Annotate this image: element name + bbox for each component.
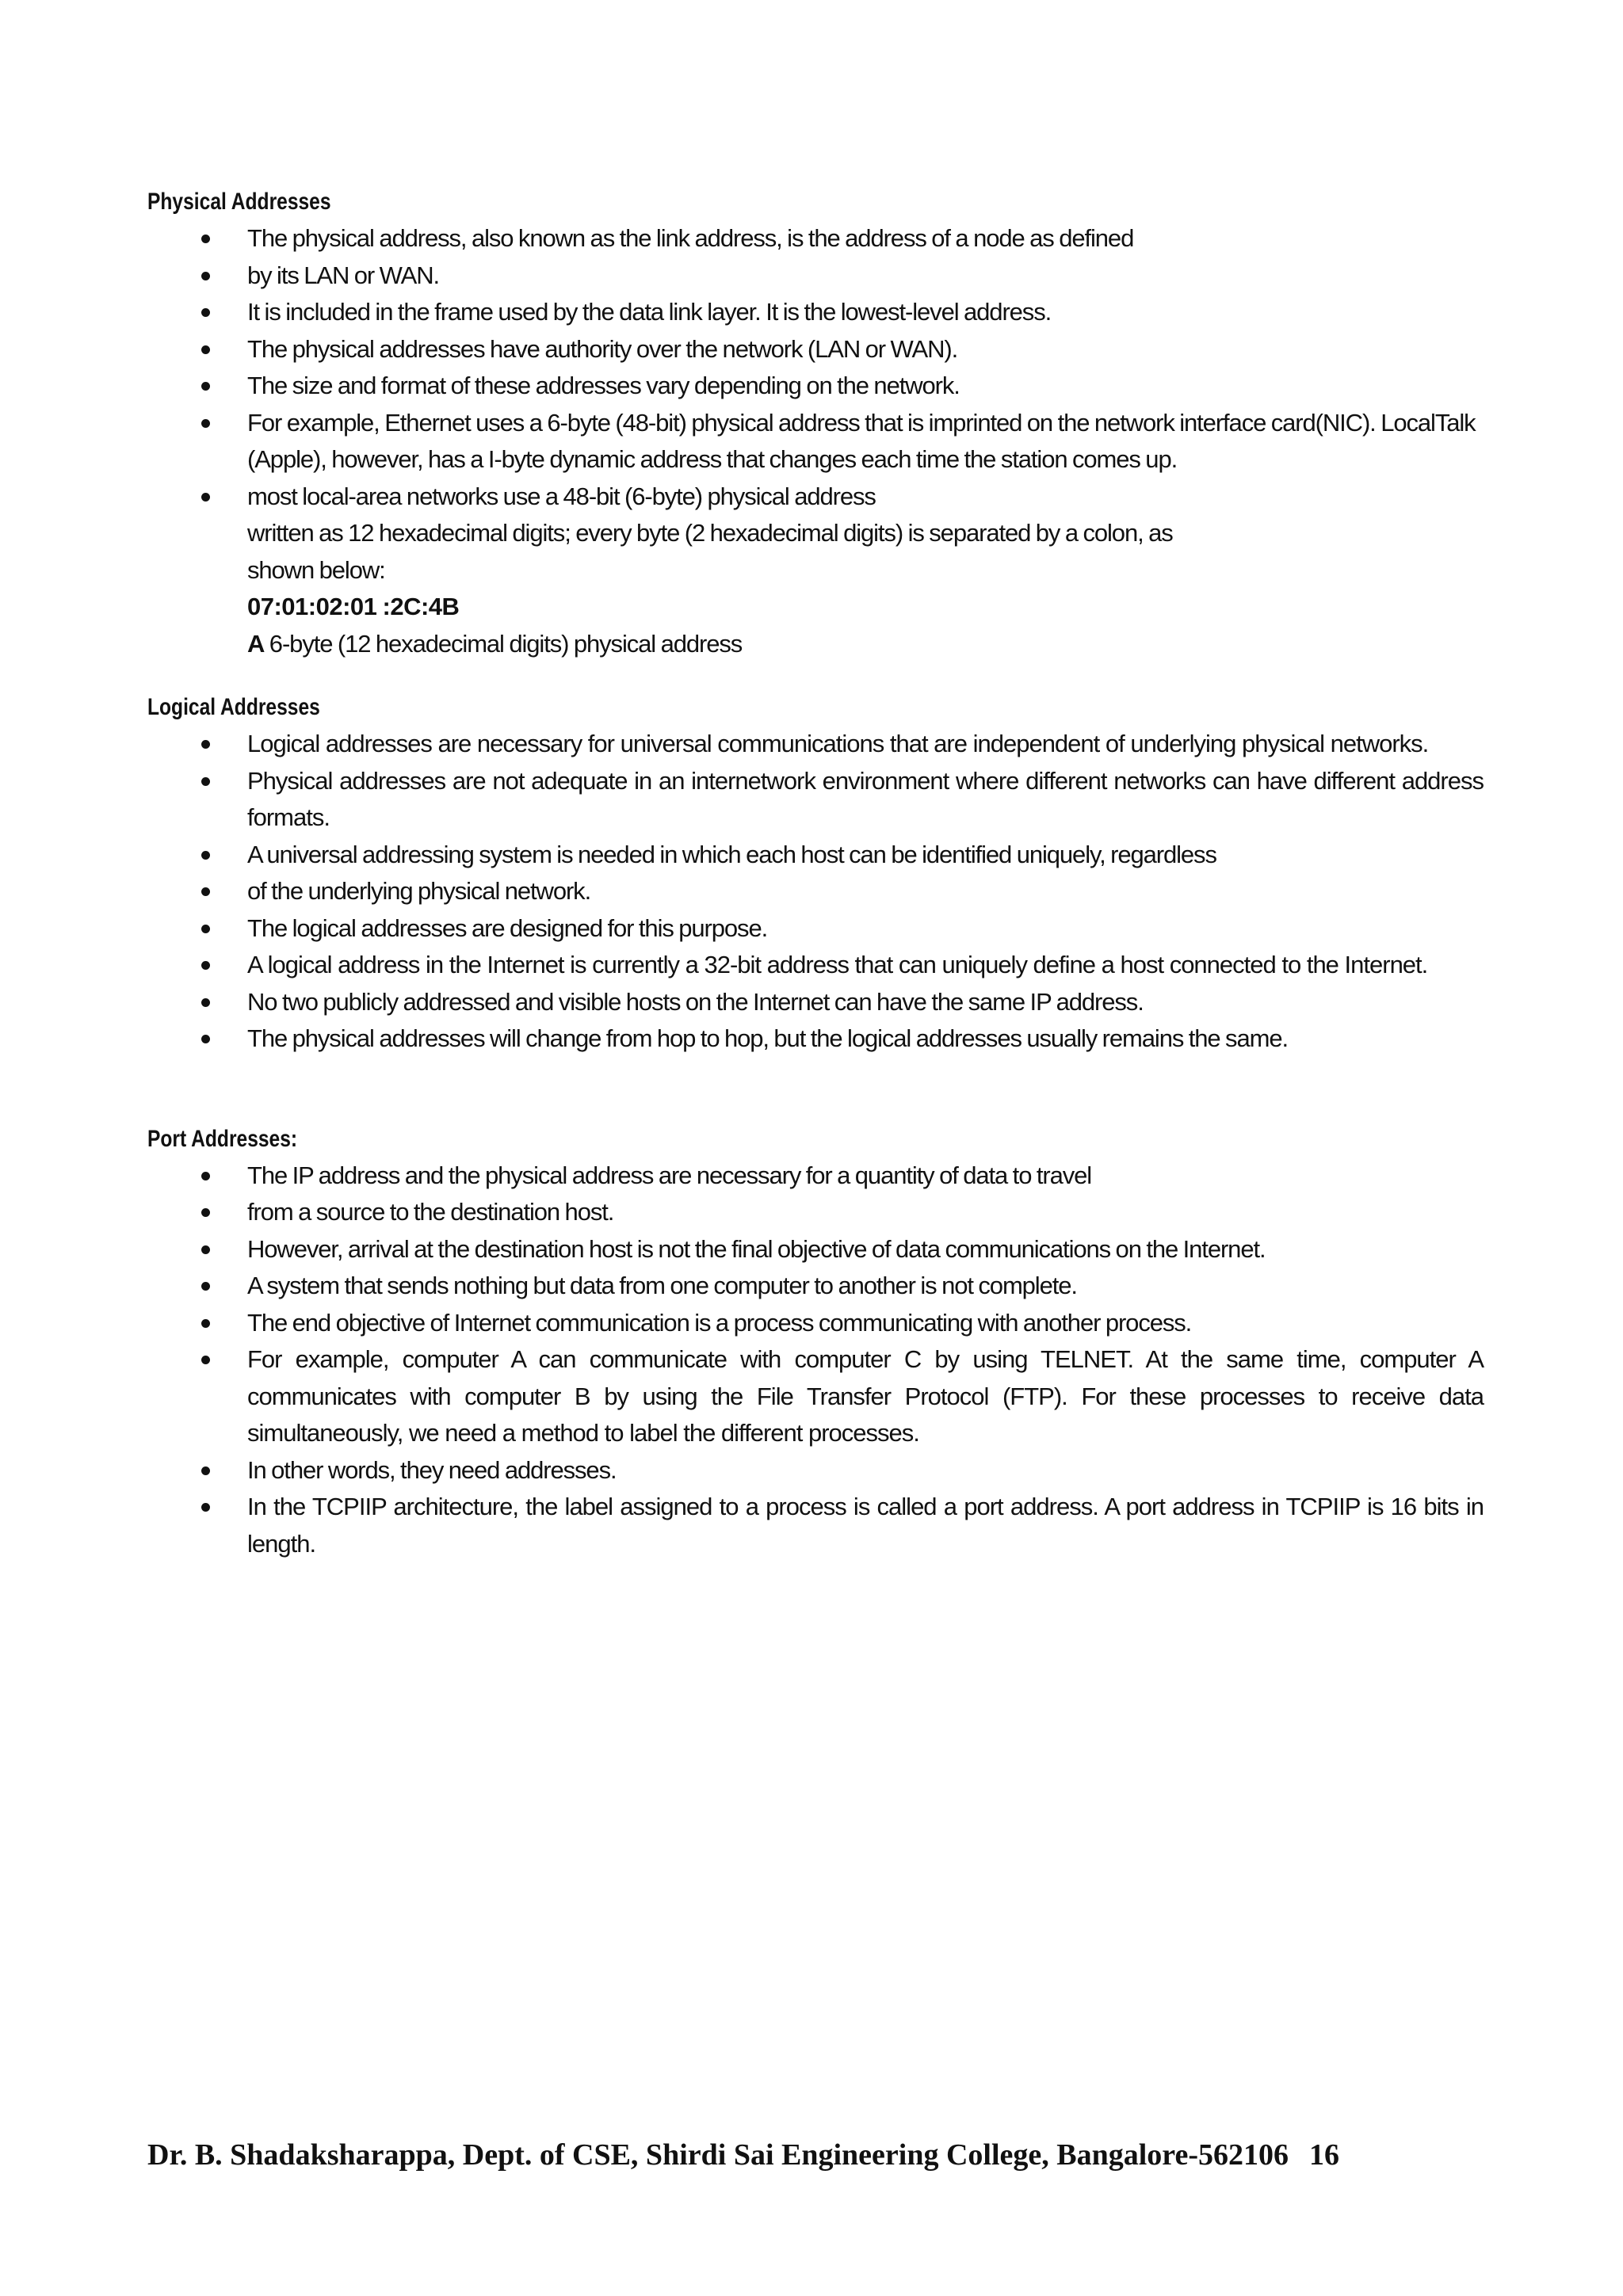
list-item-text: of the underlying physical network. xyxy=(247,877,591,905)
bullet-icon xyxy=(201,777,210,786)
list-item-text: most local-area networks use a 48-bit (6-byte) physical address xyxy=(247,482,876,510)
list-item-text: In other words, they need addresses. xyxy=(247,1455,617,1484)
list-item-text: The logical addresses are designed for this purpose. xyxy=(247,913,768,942)
bullet-icon xyxy=(201,961,210,970)
list-item xyxy=(147,910,1484,948)
list-item xyxy=(147,1489,1484,1562)
bullet-icon xyxy=(201,1503,210,1512)
bullet-icon xyxy=(201,1356,210,1364)
list-item xyxy=(147,220,1484,257)
list-item xyxy=(147,1158,1484,1195)
example-caption xyxy=(247,626,1484,663)
list-item-text: However, arrival at the destination host is not the final objective of data communications on the Internet. xyxy=(247,1234,1266,1263)
bullet-icon xyxy=(201,1466,210,1475)
bullet-icon xyxy=(201,1172,210,1180)
section-heading: Port Addresses: xyxy=(147,1125,298,1152)
bullet-icon xyxy=(201,419,210,428)
document-page xyxy=(147,184,1484,1562)
list-item xyxy=(147,763,1484,837)
section-spacer xyxy=(147,1058,1484,1121)
section-heading: Logical Addresses xyxy=(147,694,320,720)
physical-addresses-section xyxy=(147,184,1484,662)
bullet-list xyxy=(147,726,1484,1058)
list-item-text: The size and format of these addresses vary depending on the network. xyxy=(247,372,960,399)
bullet-icon xyxy=(201,272,210,280)
list-item xyxy=(147,257,1484,295)
list-item-text: The physical addresses have authority over the network (LAN or WAN). xyxy=(247,334,958,363)
list-item-text: written as 12 hexadecimal digits; every byte (2 hexadecimal digits) is separated by a colon, as xyxy=(247,519,1173,547)
list-item xyxy=(147,479,1484,663)
bullet-icon xyxy=(201,235,210,243)
bullet-icon xyxy=(201,345,210,354)
list-item-text: The physical addresses will change from hop to hop, but the logical addresses usually remains the same. xyxy=(247,1024,1288,1052)
caption-prefix: A xyxy=(247,629,265,658)
list-item xyxy=(147,1194,1484,1231)
section-spacer xyxy=(147,662,1484,689)
bullet-icon xyxy=(201,308,210,317)
list-item xyxy=(147,1268,1484,1305)
mac-address-example: 07:01:02:01 :2C:4B xyxy=(247,593,460,620)
list-item-text: It is included in the frame used by the data link layer. It is the lowest-level address. xyxy=(247,298,1052,326)
bullet-icon xyxy=(201,1208,210,1217)
list-item-text: For example, Ethernet uses a 6-byte (48-bit) physical address that is imprinted on the network interface card(NIC). LocalTalk (Apple), however, has a I-byte dynamic address that changes each time the station comes up. xyxy=(247,408,1476,473)
bullet-list xyxy=(147,1158,1484,1563)
list-item xyxy=(147,873,1484,910)
page-number: 16 xyxy=(1309,2138,1339,2172)
list-item xyxy=(147,726,1484,763)
bullet-icon xyxy=(201,1282,210,1291)
bullet-icon xyxy=(201,1035,210,1043)
list-item xyxy=(147,1452,1484,1489)
bullet-icon xyxy=(201,1319,210,1328)
list-item xyxy=(147,405,1484,479)
list-item xyxy=(147,1231,1484,1268)
list-item xyxy=(147,294,1484,331)
footer-author-text: Dr. B. Shadaksharappa, Dept. of CSE, Shirdi Sai Engineering College, Bangalore-562106 xyxy=(147,2138,1289,2172)
list-item xyxy=(147,1305,1484,1342)
list-item-text: Physical addresses are not adequate in an internetwork environment where different networks can have different address formats. xyxy=(247,766,1484,831)
section-heading: Physical Addresses xyxy=(147,189,331,215)
list-item-text: shown below: xyxy=(247,555,385,584)
list-item-text: The IP address and the physical address are necessary for a quantity of data to travel xyxy=(247,1161,1092,1189)
list-item-text: by its LAN or WAN. xyxy=(247,261,440,289)
list-item-text: A logical address in the Internet is currently a 32-bit address that can uniquely define a host connected to the Internet. xyxy=(247,951,1428,978)
list-item-text: Logical addresses are necessary for universal communications that are independent of underlying physical networks. xyxy=(247,730,1429,757)
list-item xyxy=(147,368,1484,405)
bullet-icon xyxy=(201,382,210,391)
list-item-text: The end objective of Internet communication is a process communicating with another process. xyxy=(247,1308,1192,1337)
page-footer xyxy=(147,2137,1339,2173)
list-item-text: No two publicly addressed and visible hosts on the Internet can have the same IP address. xyxy=(247,987,1144,1016)
list-item-text: from a source to the destination host. xyxy=(247,1198,614,1226)
list-item xyxy=(147,837,1484,874)
list-item xyxy=(147,1341,1484,1452)
logical-addresses-section xyxy=(147,689,1484,1058)
bullet-icon xyxy=(201,998,210,1007)
list-item-text: A universal addressing system is needed in which each host can be identified uniquely, regardless xyxy=(247,840,1216,868)
list-item-text: In the TCPIIP architecture, the label assigned to a process is called a port address. A port address in TCPIIP is 16 bits in length. xyxy=(247,1493,1484,1558)
caption-text: 6-byte (12 hexadecimal digits) physical address xyxy=(264,629,743,658)
list-item xyxy=(147,947,1484,984)
list-item-text: For example, computer A can communicate with computer C by using TELNET. At the same time, computer A communicates with computer B by using the File Transfer Protocol (FTP). For these processes to receive data simultaneously, we need a method to label the different processes. xyxy=(247,1345,1484,1447)
bullet-icon xyxy=(201,851,210,860)
bullet-icon xyxy=(201,925,210,933)
list-item xyxy=(147,331,1484,368)
list-item xyxy=(147,1020,1484,1058)
bullet-list xyxy=(147,220,1484,662)
bullet-icon xyxy=(201,1245,210,1254)
bullet-icon xyxy=(201,740,210,749)
bullet-icon xyxy=(201,493,210,502)
port-addresses-section xyxy=(147,1121,1484,1563)
list-item-text: A system that sends nothing but data from one computer to another is not complete. xyxy=(247,1272,1077,1299)
bullet-icon xyxy=(201,887,210,896)
list-item-text: The physical address, also known as the link address, is the address of a node as defined xyxy=(247,224,1134,252)
list-item xyxy=(147,984,1484,1021)
